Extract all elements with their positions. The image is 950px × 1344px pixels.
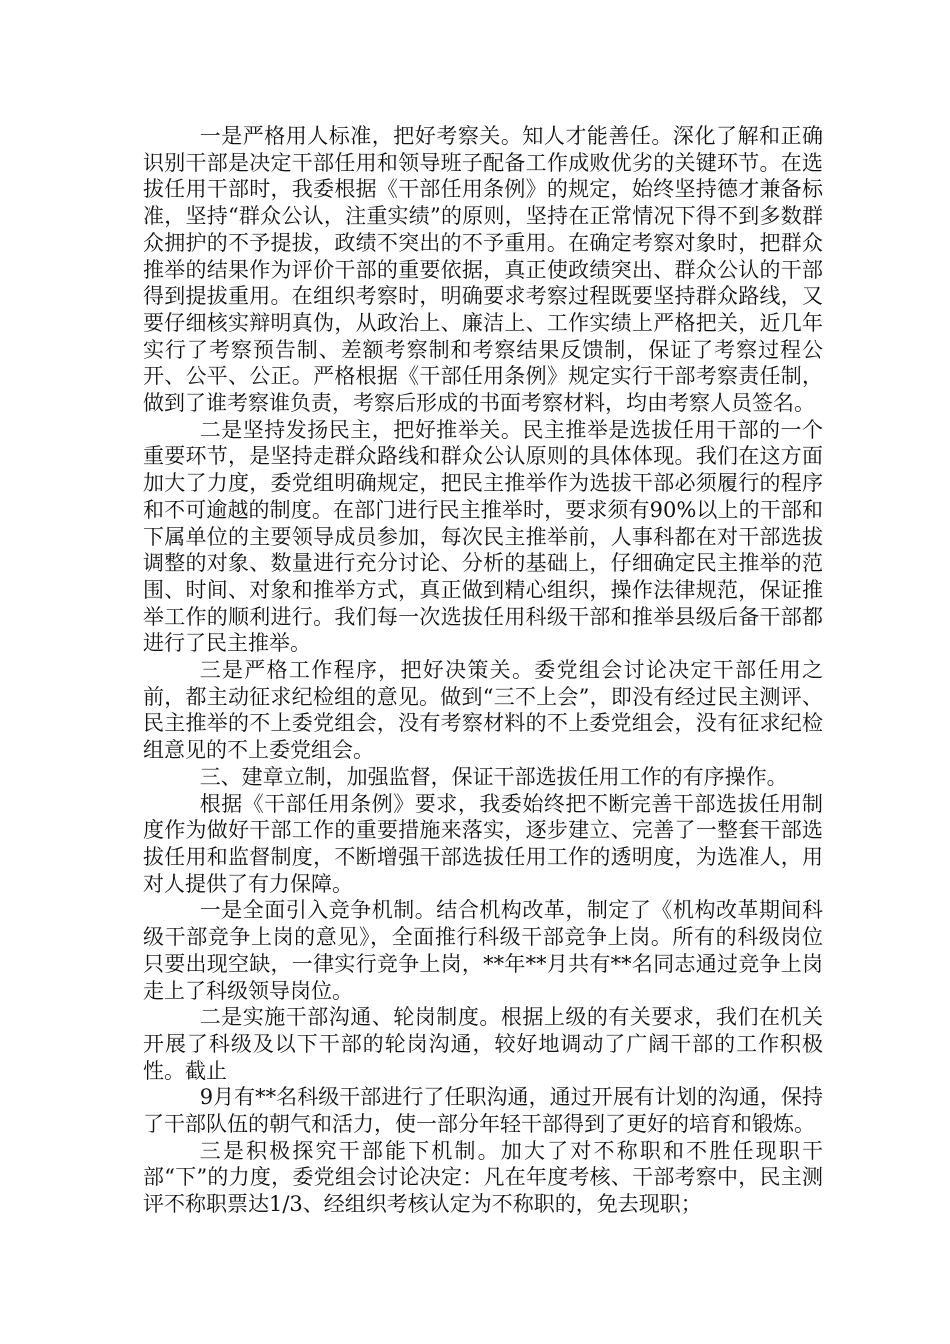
paragraph-competition: 一是全面引入竞争机制。结合机构改革，制定了《机构改革期间科级干部竞争上岗的意见》，全面推行科级干部竞争上岗。所有的科级岗位只要出现空缺，一律实行竞争上岗，**年**月共有**名同志通过竞争上岗走上了科级领导岗位。 (143, 898, 823, 1003)
document-body (143, 123, 823, 1218)
paragraph-standards: 一是严格用人标准，把好考察关。知人才能善任。深化了解和正确识别干部是决定干部任用和领导班子配备工作成败优劣的关键环节。在选拔任用干部时，我委根据《干部任用条例》的规定，始终坚持德才兼备标准，坚持“群众公认，注重实绩”的原则，坚持在正常情况下得不到多数群众拥护的不予提拔，政绩不突出的不予重用。在确定考察对象时，把群众推举的结果作为评价干部的重要依据，真正使政绩突出、群众公认的干部得到提拔重用。在组织考察时，明确要求考察过程既要坚持群众路线，又要仔细核实辩明真伪，从政治上、廉洁上、工作实绩上严格把关，近几年实行了考察预告制、差额考察制和考察结果反馈制，保证了考察过程公开、公平、公正。严格根据《干部任用条例》规定实行干部考察责任制，做到了谁考察谁负责，考察后形成的书面考察材料，均由考察人员签名。 (143, 124, 823, 416)
section-heading-three: 三、建章立制，加强监督，保证干部选拔任用工作的有序操作。 (199, 764, 788, 789)
paragraph-rotation: 二是实施干部沟通、轮岗制度。根据上级的有关要求，我们在机关开展了科级及以下干部的轮岗沟通，较好地调动了广阔干部的工作积极性。截止 (143, 1005, 823, 1083)
paragraph-democracy: 二是坚持发扬民主，把好推举关。民主推举是选拔任用干部的一个重要环节，是坚持走群众路线和群众公认原则的具体体现。我们在这方面加大了力度，委党组明确规定，把民主推举作为选拔干部必须履行的程序和不可逾越的制度。在部门进行民主推举时，要求须有90%以上的干部和下属单位的主要领导成员参加，每次民主推举前，人事科都在对干部选拔调整的对象、数量进行充分讨论、分析的基础上，仔细确定民主推举的范围、时间、对象和推举方式，真正做到精心组织，操作法律规范，保证推举工作的顺利进行。我们每一次选拔任用科级干部和推举县级后备干部都进行了民主推举。 (143, 417, 823, 656)
paragraph-regulations: 根据《干部任用条例》要求，我委始终把不断完善干部选拔任用制度作为做好干部工作的重要措施来落实，逐步建立、完善了一整套干部选拔任用和监督制度，不断增强干部选拔任用工作的透明度，为选准人，用对人提供了有力保障。 (143, 791, 823, 896)
paragraph-september: 9月有**名科级干部进行了任职沟通，通过开展有计划的沟通，保持了干部队伍的朝气和活力，使一部分年轻干部得到了更好的培育和锻炼。 (143, 1085, 823, 1137)
paragraph-demotion: 三是积极探究干部能下机制。加大了对不称职和不胜任现职干部“下”的力度，委党组会讨论决定：凡在年度考核、干部考察中，民主测评不称职票达1/3、经组织考核认定为不称职的，免去现职； (143, 1138, 823, 1217)
paragraph-procedure: 三是严格工作程序，把好决策关。委党组会讨论决定干部任用之前，都主动征求纪检组的意见。做到“三不上会”，即没有经过民主测评、民主推举的不上委党组会，没有考察材料的不上委党组会，没有征求纪检组意见的不上委党组会。 (143, 658, 823, 763)
